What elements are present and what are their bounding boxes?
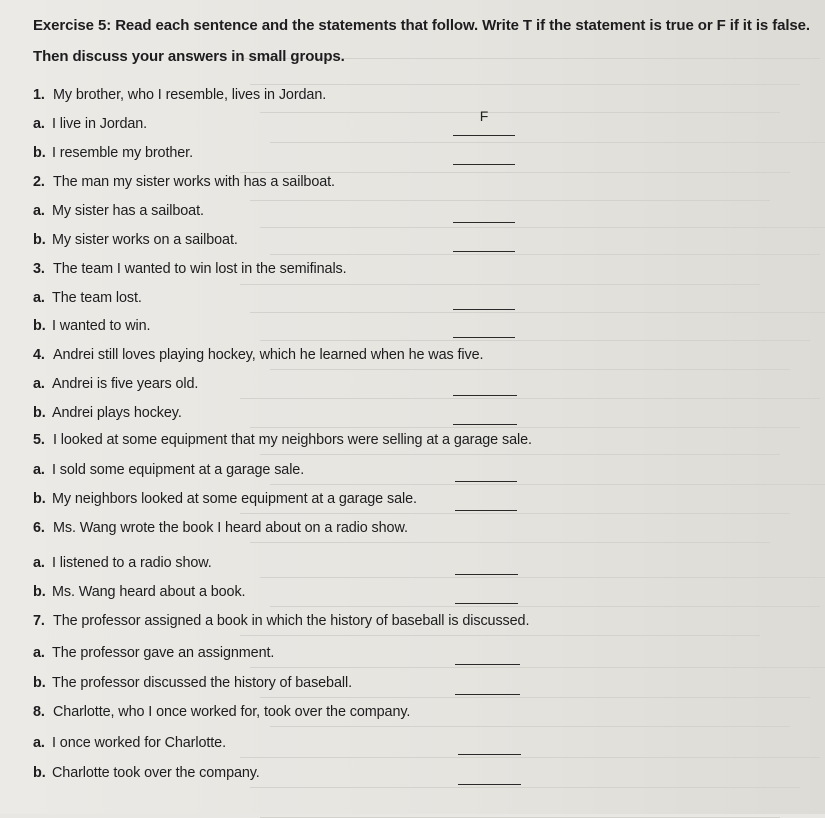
statement-text: Charlotte took over the company. [52, 765, 260, 781]
item-number: 8. [33, 704, 45, 720]
paper-rule [240, 172, 790, 173]
item-sentence [33, 174, 335, 190]
statement-letter: b. [33, 584, 46, 600]
item-number: 2. [33, 174, 45, 190]
statement-row [33, 145, 193, 161]
statement-text: I once worked for Charlotte. [52, 735, 226, 751]
paper-rule [260, 227, 825, 228]
statement-letter: b. [33, 491, 46, 507]
answer-blank[interactable] [453, 251, 515, 252]
statement-text: Andrei plays hockey. [52, 405, 182, 421]
answer-blank[interactable] [455, 603, 518, 604]
statement-letter: b. [33, 765, 46, 781]
paper-rule [260, 340, 810, 341]
item-sentence-text: I looked at some equipment that my neighbors were selling at a garage sale. [53, 432, 532, 448]
statement-row [33, 116, 147, 132]
answer-blank[interactable] [455, 664, 520, 665]
answer-blank[interactable] [458, 754, 521, 755]
statement-letter: a. [33, 116, 45, 132]
paper-rule [270, 254, 820, 255]
answer-blank[interactable] [458, 784, 521, 785]
answer-blank[interactable] [455, 510, 517, 511]
statement-row [33, 765, 260, 781]
paper-rule [270, 369, 790, 370]
item-sentence [33, 347, 483, 363]
statement-row [33, 405, 182, 421]
paper-rule [260, 697, 810, 698]
paper-rule [240, 757, 820, 758]
paper-rule [250, 84, 800, 85]
paper-rule [250, 312, 825, 313]
item-sentence-text: The professor assigned a book in which the history of baseball is discussed. [53, 613, 530, 629]
statement-text: The professor discussed the history of baseball. [52, 675, 352, 691]
item-sentence-text: The team I wanted to win lost in the semifinals. [53, 261, 347, 277]
statement-row [33, 675, 352, 691]
paper-rule [250, 667, 825, 668]
statement-row [33, 290, 142, 306]
statement-row [33, 232, 238, 248]
item-sentence-text: The man my sister works with has a sailboat. [53, 174, 335, 190]
statement-text: The team lost. [52, 290, 142, 306]
statement-row [33, 584, 245, 600]
answer-blank[interactable] [453, 222, 515, 223]
item-sentence [33, 613, 529, 629]
statement-row [33, 555, 212, 571]
answer-blank[interactable] [453, 395, 517, 396]
statement-row [33, 318, 150, 334]
paper-rule [240, 284, 760, 285]
exercise-heading: Exercise 5: Read each sentence and the statements that follow. Write T if the statement is true or F if it is false. Then discuss your answers in small groups. [33, 17, 810, 65]
paper-rule [270, 606, 820, 607]
statement-letter: a. [33, 203, 45, 219]
statement-letter: b. [33, 232, 46, 248]
item-sentence [33, 520, 408, 536]
statement-text: The professor gave an assignment. [52, 645, 275, 661]
item-number: 4. [33, 347, 45, 363]
statement-text: My sister works on a sailboat. [52, 232, 238, 248]
item-sentence [33, 261, 347, 277]
paper-rule [240, 635, 760, 636]
statement-text: I sold some equipment at a garage sale. [52, 462, 305, 478]
paper-rule [260, 577, 825, 578]
statement-letter: a. [33, 376, 45, 392]
item-sentence [33, 432, 532, 448]
statement-row [33, 462, 304, 478]
statement-row [33, 735, 226, 751]
statement-text: Ms. Wang heard about a book. [52, 584, 246, 600]
statement-text: I wanted to win. [52, 318, 151, 334]
statement-letter: b. [33, 145, 46, 161]
item-sentence-text: Ms. Wang wrote the book I heard about on a radio show. [53, 520, 408, 536]
answer-blank[interactable] [453, 164, 515, 165]
paper-rule [260, 112, 780, 113]
paper-rule [250, 200, 770, 201]
paper-rule [250, 427, 800, 428]
item-number: 6. [33, 520, 45, 536]
statement-text: I live in Jordan. [52, 116, 148, 132]
statement-text: Andrei is five years old. [52, 376, 199, 392]
item-sentence-text: Andrei still loves playing hockey, which he learned when he was five. [53, 347, 484, 363]
paper-rule [260, 454, 780, 455]
statement-letter: b. [33, 405, 46, 421]
item-number: 5. [33, 432, 45, 448]
answer-blank[interactable] [453, 337, 515, 338]
item-number: 1. [33, 87, 45, 103]
paper-rule [240, 398, 820, 399]
paper-rule [270, 142, 825, 143]
statement-letter: a. [33, 462, 45, 478]
statement-row [33, 645, 274, 661]
paper-rule [270, 484, 825, 485]
statement-letter: a. [33, 735, 45, 751]
answer-blank[interactable] [455, 481, 517, 482]
paper-rule [250, 787, 800, 788]
statement-text: I listened to a radio show. [52, 555, 212, 571]
answer-blank[interactable] [453, 135, 515, 136]
answer-blank[interactable] [453, 424, 517, 425]
statement-row [33, 376, 198, 392]
statement-row [33, 491, 417, 507]
statement-text: My sister has a sailboat. [52, 203, 204, 219]
answer-blank[interactable] [453, 309, 515, 310]
answer-value: F [479, 108, 489, 124]
statement-row [33, 203, 204, 219]
statement-text: My neighbors looked at some equipment at a garage sale. [52, 491, 417, 507]
statement-letter: a. [33, 290, 45, 306]
item-sentence [33, 704, 410, 720]
statement-letter: a. [33, 555, 45, 571]
paper-rule [250, 542, 770, 543]
paper-rule [240, 513, 790, 514]
answer-blank[interactable] [455, 694, 520, 695]
answer-blank[interactable] [455, 574, 518, 575]
item-sentence-text: My brother, who I resemble, lives in Jordan. [53, 87, 327, 103]
statement-letter: a. [33, 645, 45, 661]
statement-text: I resemble my brother. [52, 145, 193, 161]
item-sentence-text: Charlotte, who I once worked for, took over the company. [53, 704, 411, 720]
statement-letter: b. [33, 318, 46, 334]
item-number: 7. [33, 613, 45, 629]
item-sentence [33, 87, 326, 103]
item-number: 3. [33, 261, 45, 277]
paper-rule [270, 726, 790, 727]
statement-letter: b. [33, 675, 46, 691]
